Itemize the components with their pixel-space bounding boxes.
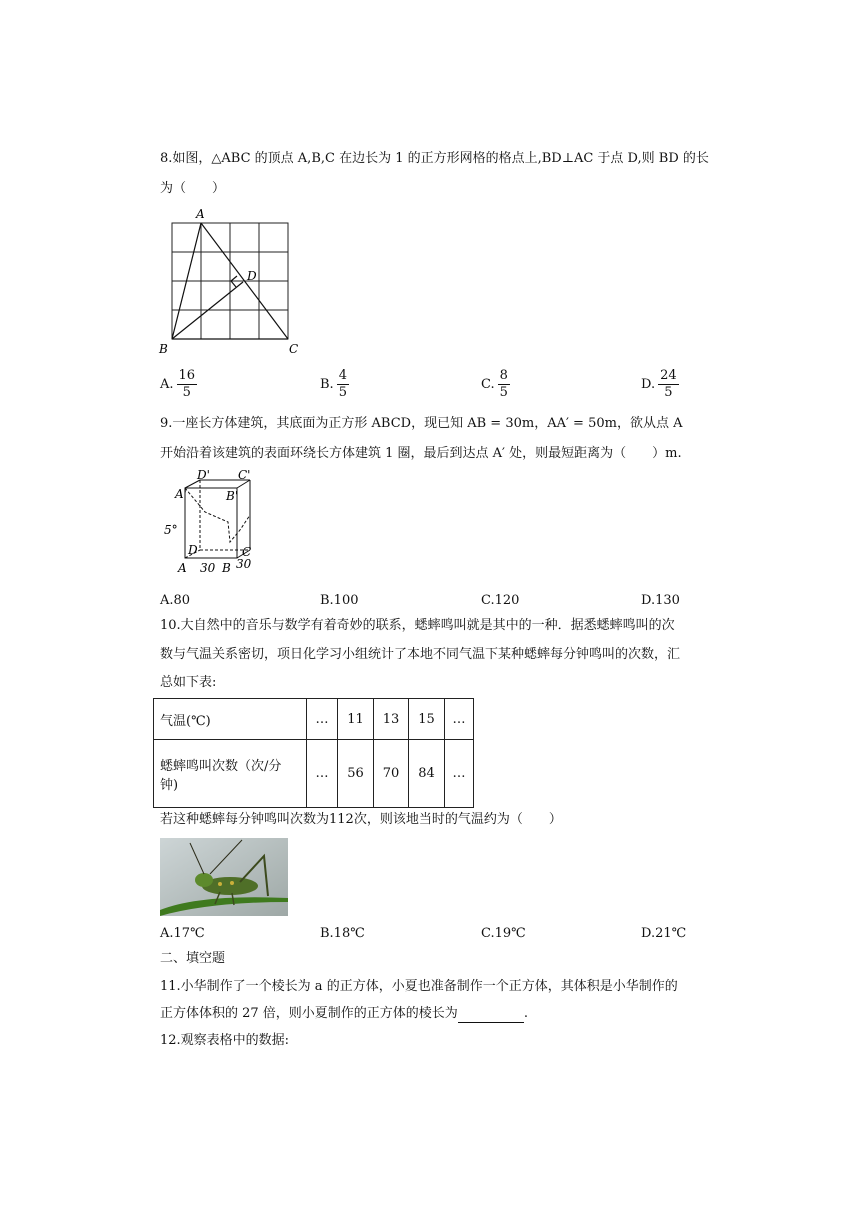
q8-grid-figure <box>155 205 305 357</box>
table-cell: 70 <box>374 740 409 808</box>
label-c: C <box>289 342 299 356</box>
label-b: B <box>159 342 168 356</box>
q11-answer-blank[interactable] <box>458 1008 524 1023</box>
table-cell: 15 <box>409 699 445 740</box>
label-d: D <box>247 269 257 283</box>
label-bottom-ab: 30 <box>200 561 216 575</box>
label-c-top: C' <box>238 470 251 482</box>
table-cell: … <box>307 740 338 808</box>
label-d-top: D' <box>197 470 210 482</box>
table-row-chirps <box>154 740 474 808</box>
grasshopper-photo <box>160 838 288 916</box>
q8-text-line2: 为（ ） <box>160 181 226 196</box>
q9-option-c[interactable]: C.120 <box>481 593 520 608</box>
table-cell: … <box>307 699 338 740</box>
label-a: A <box>178 561 187 575</box>
q9-text-line1: 9.一座长方体建筑，其底面为正方形 ABCD，现已知 AB = 30m，AA′ = 50m，欲从点 A <box>160 416 683 431</box>
label-a: A <box>196 207 205 221</box>
q12-text-line1: 12.观察表格中的数据: <box>160 1033 290 1048</box>
label-d: D <box>188 543 198 557</box>
q8-option-d[interactable]: D. $\frac{24}{5}$ <box>641 368 677 400</box>
q10-question: 若这种蟋蟀每分钟鸣叫次数为112次，则该地当时的气温约为（ ） <box>160 812 562 827</box>
q10-text-line3: 总如下表: <box>160 675 217 690</box>
q8-option-a[interactable]: A. $\frac{16}{5}$ <box>160 368 196 400</box>
table-header-temperature: 气温(℃) <box>154 699 307 740</box>
q10-option-b[interactable]: B.18℃ <box>320 926 365 941</box>
q9-cuboid-figure <box>160 470 260 580</box>
q10-text-line1: 10.大自然中的音乐与数学有着奇妙的联系，蟋蟀鸣叫就是其中的一种．据悉蟋蟀鸣叫的次 <box>160 618 675 633</box>
q8-option-b[interactable]: B. $\frac{4}{5}$ <box>320 368 347 400</box>
table-cell: … <box>445 740 474 808</box>
q10-option-d[interactable]: D.21℃ <box>641 926 687 941</box>
q8-option-c[interactable]: C. $\frac{8}{5}$ <box>481 368 508 400</box>
shortest-path <box>185 488 250 542</box>
q11-text-line2: 正方体体积的 27 倍，则小夏制作的正方体的棱长为 . <box>160 1006 528 1021</box>
q10-option-a[interactable]: A.17℃ <box>160 926 205 941</box>
section-heading-fill-in: 二、填空题 <box>160 951 226 966</box>
q9-option-d[interactable]: D.130 <box>641 593 680 608</box>
label-b-top: B' <box>226 489 239 503</box>
q10-text-line2: 数与气温关系密切，项日化学习小组统计了本地不同气温下某种蟋蟀每分钟鸣叫的次数，汇 <box>160 647 681 662</box>
label-a-top: A' <box>175 487 187 501</box>
table-row-temperature <box>154 699 474 740</box>
table-header-chirps: 蟋蟀鸣叫次数（次/分 钟) <box>154 740 307 808</box>
q9-option-a[interactable]: A.80 <box>160 593 191 608</box>
label-bottom-bc: 30 <box>236 557 252 571</box>
label-b: B <box>222 561 231 575</box>
label-side: 5° <box>164 523 178 537</box>
q10-data-table <box>153 698 474 808</box>
table-cell: 56 <box>338 740 374 808</box>
table-cell: … <box>445 699 474 740</box>
label-c: C <box>242 545 252 559</box>
table-cell: 13 <box>374 699 409 740</box>
q9-option-b[interactable]: B.100 <box>320 593 359 608</box>
q11-text-line1: 11.小华制作了一个棱长为 a 的正方体，小夏也准备制作一个正方体，其体积是小华制作的 <box>160 979 678 994</box>
q10-option-c[interactable]: C.19℃ <box>481 926 526 941</box>
table-cell: 11 <box>338 699 374 740</box>
q9-text-line2: 开始沿着该建筑的表面环绕长方体建筑 1 圈，最后到达点 A′ 处，则最短距离为（ ）m. <box>160 446 682 461</box>
q8-text-line1: 8.如图，△ABC 的顶点 A,B,C 在边长为 1 的正方形网格的格点上,BD⊥AC 于点 D,则 BD 的长 <box>160 151 709 166</box>
table-cell: 84 <box>409 740 445 808</box>
